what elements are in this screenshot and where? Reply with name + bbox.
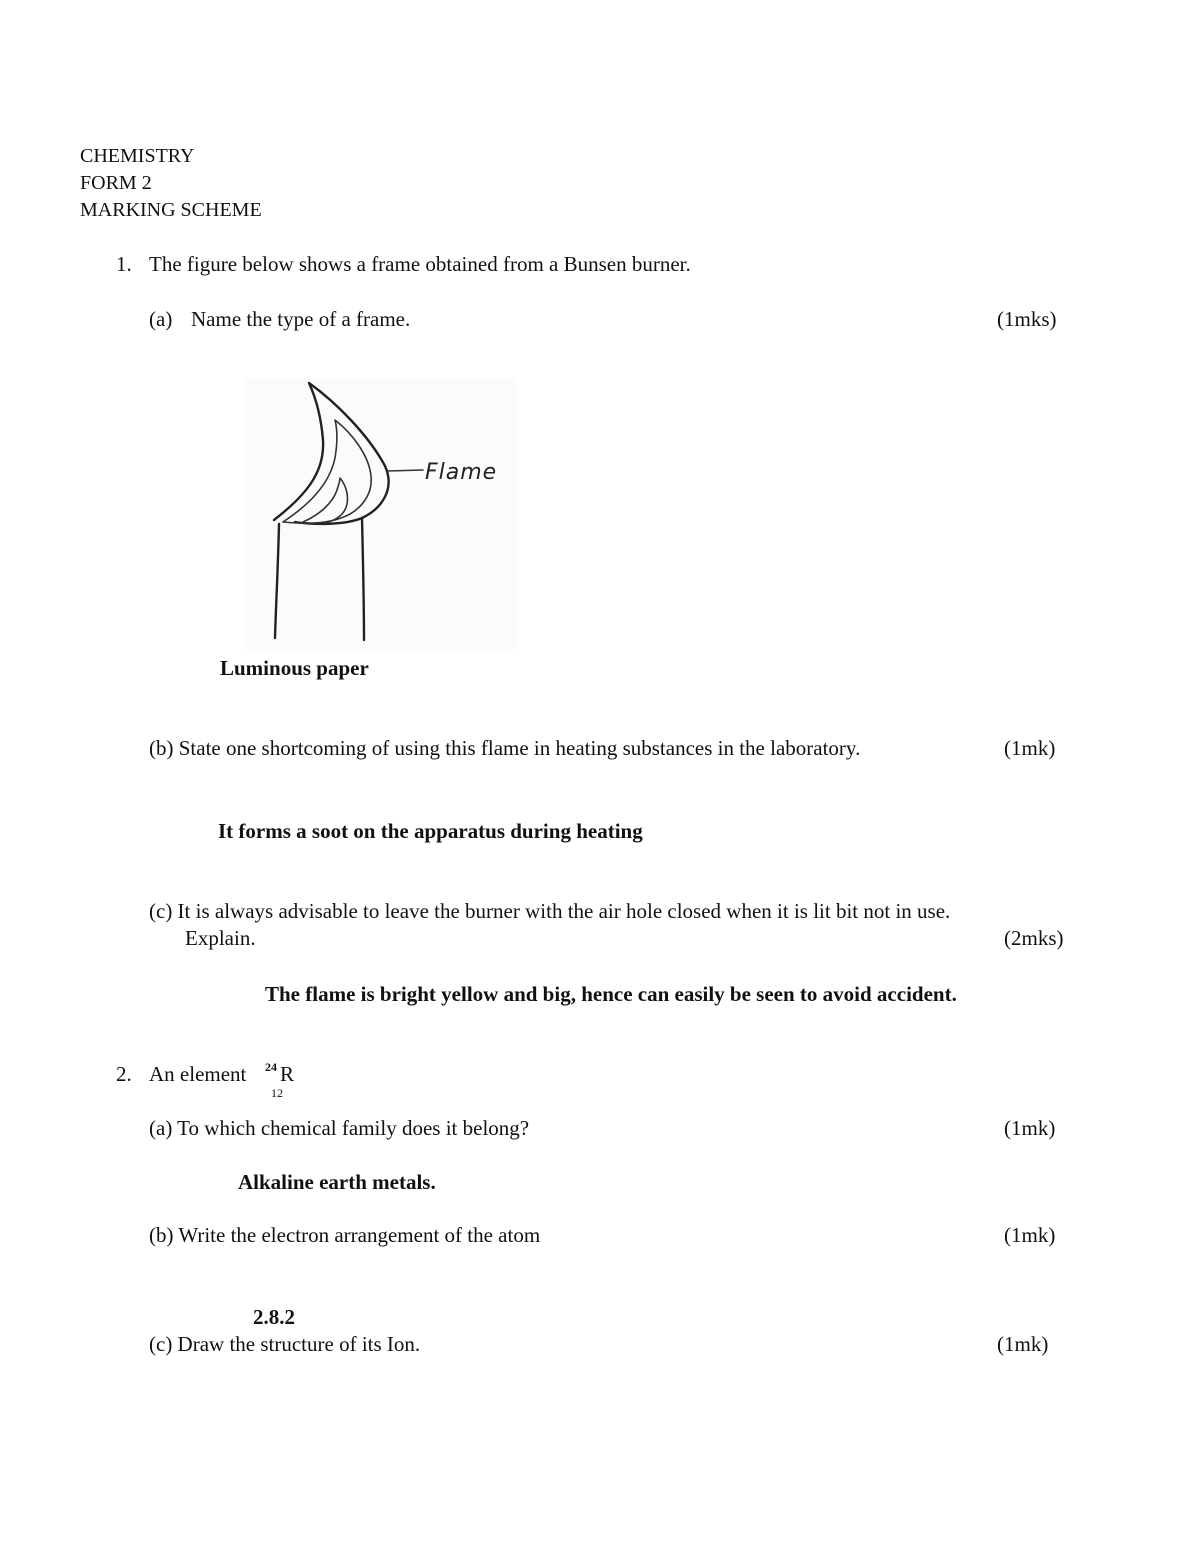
q2b-answer: 2.8.2: [253, 1305, 295, 1329]
q2-element-symbol: R: [280, 1062, 295, 1086]
q2-number: 2.: [116, 1062, 132, 1086]
q2-mass-number: 24: [265, 1060, 277, 1074]
q2c-question: (c) Draw the structure of its Ion.: [149, 1332, 421, 1356]
q1c-question-explain: Explain.: [185, 926, 256, 950]
q2a-answer: Alkaline earth metals.: [238, 1170, 436, 1194]
figure-background: [245, 378, 517, 650]
q1b-question: (b) State one shortcoming of using this flame in heating substances in the laboratory.: [149, 736, 861, 760]
q2-stem: An element: [149, 1062, 247, 1086]
q1a-question: Name the type of a frame.: [191, 307, 411, 331]
q1c-answer: The flame is bright yellow and big, hence can easily be seen to avoid accident.: [265, 982, 957, 1006]
flame-label-line: [387, 470, 423, 471]
q2b-question: (b) Write the electron arrangement of the atom: [149, 1223, 541, 1247]
q1-number: 1.: [116, 252, 132, 276]
document-title: MARKING SCHEME: [80, 199, 262, 221]
bunsen-flame-figure: [245, 378, 517, 650]
q1b-answer: It forms a soot on the apparatus during heating: [218, 819, 643, 843]
q1a-marks: (1mks): [997, 307, 1057, 331]
q1-stem: The figure below shows a frame obtained from a Bunsen burner.: [149, 252, 691, 276]
q1c-marks: (2mks): [1004, 926, 1064, 950]
q2b-marks: (1mk): [1004, 1223, 1056, 1247]
q2a-marks: (1mk): [1004, 1116, 1056, 1140]
q1c-question: (c) It is always advisable to leave the burner with the air hole closed when it is lit bit not in use.: [149, 899, 951, 923]
form-heading: FORM 2: [80, 172, 152, 194]
q2c-marks: (1mk): [997, 1332, 1049, 1356]
q1b-marks: (1mk): [1004, 736, 1056, 760]
flame-label: Flame: [425, 460, 498, 485]
subject-heading: CHEMISTRY: [80, 145, 195, 167]
q2a-question: (a) To which chemical family does it belong?: [149, 1116, 530, 1140]
q1a-answer: Luminous paper: [220, 656, 369, 680]
q2-atomic-number: 12: [271, 1086, 283, 1100]
q1a-label: (a): [149, 307, 173, 331]
